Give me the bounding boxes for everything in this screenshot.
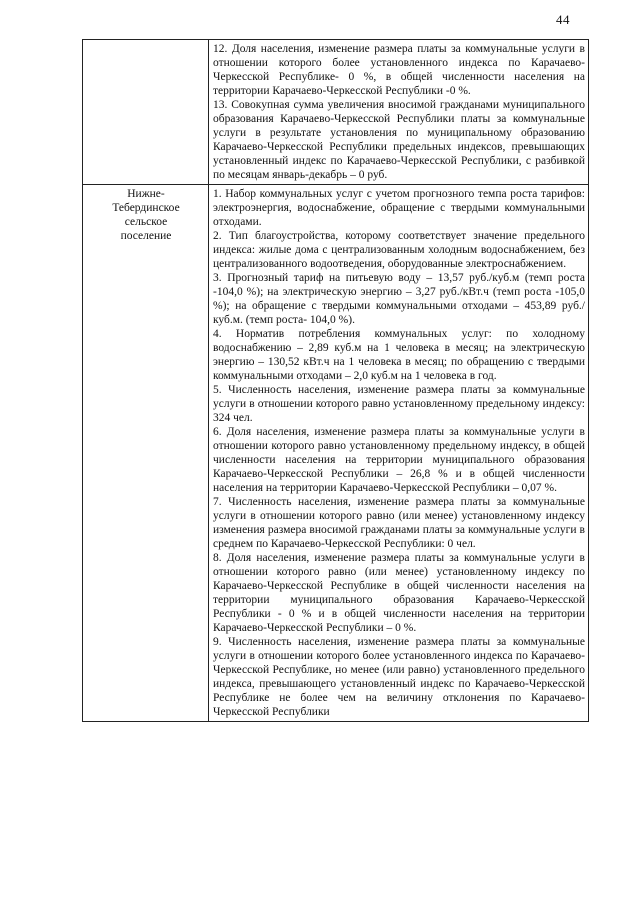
settlement-name-line: сельское bbox=[124, 216, 168, 228]
table-row bbox=[83, 40, 589, 185]
paragraph-8: 8. Доля населения, изменение размера платы за коммунальные услуги в отношении которого равно (или менее) установленному индексу по Карачаево-Черкесской Республике в общей численности населения на территории муниципального образования Карачаево-Черкесской Республики - 0 % и в общей численности населения на территории Карачаево-Черкесской Республики – 0 %. bbox=[213, 552, 585, 634]
page-number: 44 bbox=[556, 12, 570, 27]
table-row bbox=[83, 185, 589, 722]
paragraph-5: 5. Численность населения, изменение размера платы за коммунальные услуги в отношении которого равно установленному предельному индексу: 324 чел. bbox=[213, 384, 585, 424]
paragraph-3: 3. Прогнозный тариф на питьевую воду – 13,57 руб./куб.м (темп роста -104,0 %); на электрическую энергию – 3,27 руб./кВт.ч (темп роста -105,0 %); на обращение с твердыми коммунальными отходами – 453,89 руб./куб.м. (темп роста- 104,0 %). bbox=[213, 272, 585, 326]
paragraph-9: 9. Численность населения, изменение размера платы за коммунальные услуги в отношении которого более установленного индекса по Карачаево-Черкесской Республике, но менее (или равно) установленного предельного индекса, превышающего установленный индекс по Карачаево-Черкесской Республике не более чем на величину отклонения по Карачаево-Черкесской Республики bbox=[213, 636, 585, 718]
paragraph-6: 6. Доля населения, изменение размера платы за коммунальные услуги в отношении которого равно установленному предельному индексу, в общей численности населения на территории муниципального образования Карачаево-Черкесской Республики – 26,8 % и в общей численности населения на территории Карачаево-Черкесской Республики – 0,07 %. bbox=[213, 426, 585, 494]
settlement-cell bbox=[83, 185, 209, 722]
settlement-name-line: Тебердинское bbox=[112, 202, 180, 214]
paragraph-4: 4. Норматив потребления коммунальных услуг: по холодному водоснабжению – 2,89 куб.м на 1 человека в месяц; на электрическую энергию – 130,52 кВт.ч на 1 человека в месяц; по обращению с твердыми коммунальными отходами – 2,0 куб.м на 1 человека в год. bbox=[213, 328, 585, 382]
settlement-cell bbox=[83, 40, 209, 185]
settlement-name-line: поселение bbox=[120, 230, 172, 242]
paragraph-2: 2. Тип благоустройства, которому соответствует значение предельного индекса: жилые дома с централизованным холодным водоснабжением, без централизованного водоотведения, оборудованные электроснабжением. bbox=[213, 230, 585, 270]
municipal-index-table bbox=[82, 39, 589, 722]
paragraph-13: 13. Совокупная сумма увеличения вносимой гражданами муниципального образования Карачаево-Черкесской Республики платы за коммунальные услуги в результате установления по муниципальному образованию Карачаево-Черкесской Республики предельных индексов, превышающих установленный индекс по Карачаево-Черкесской Республики, с разбивкой по месяцам январь-декабрь – 0 руб. bbox=[213, 99, 585, 181]
settlement-name-line: Нижне- bbox=[127, 188, 165, 200]
description-cell bbox=[209, 40, 589, 185]
paragraph-12: 12. Доля населения, изменение размера платы за коммунальные услуги в отношении которого более установленного индекса по Карачаево-Черкесской Республике- 0 %, в общей численности населения на территории Карачаево-Черкесской Республики -0 %. bbox=[213, 43, 585, 97]
paragraph-7: 7. Численность населения, изменение размера платы за коммунальные услуги в отношении которого равно (или менее) установленному индексу изменения размера вносимой гражданами платы за коммунальные услуги в среднем по Карачаево-Черкесской Республики: 0 чел. bbox=[213, 496, 585, 550]
description-cell bbox=[209, 185, 589, 722]
paragraph-1: 1. Набор коммунальных услуг с учетом прогнозного темпа роста тарифов: электроэнергия, водоснабжение, обращение с твердыми коммунальными отходами. bbox=[213, 188, 585, 228]
